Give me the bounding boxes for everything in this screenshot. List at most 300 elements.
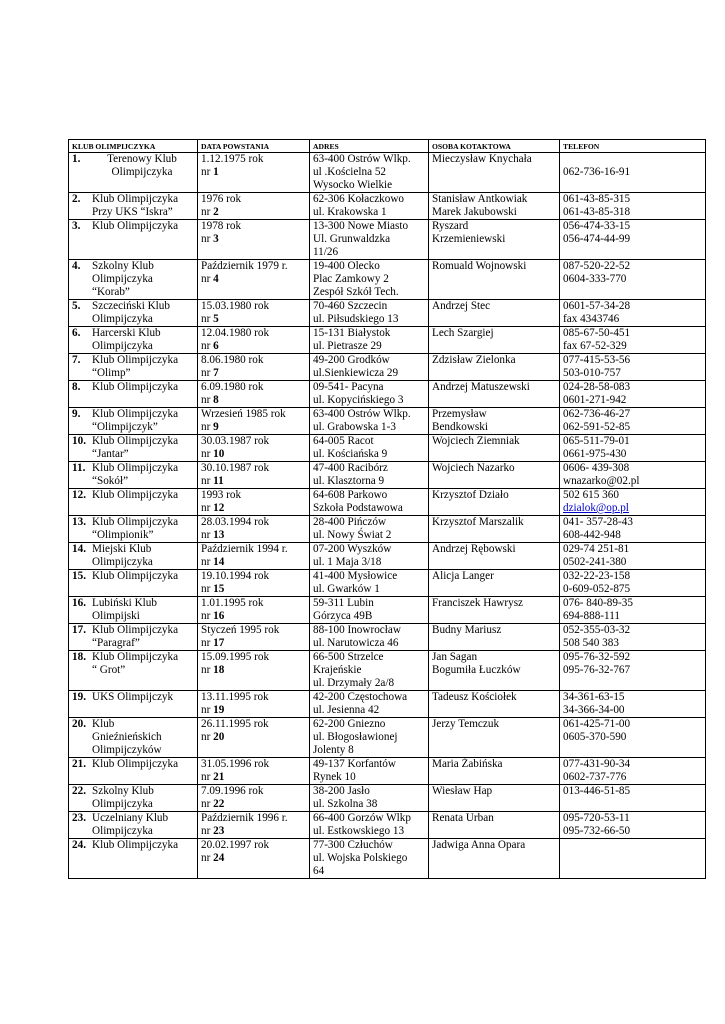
phone-number: 056-474-33-15 (563, 220, 631, 232)
address-line: ul. Narutowicza 46 (313, 637, 399, 649)
club-number-label: nr (201, 529, 211, 541)
address-line: ul. Klasztorna 9 (313, 475, 385, 487)
cell-address (310, 489, 429, 516)
club-name-line: Terenowy Klub (107, 153, 177, 165)
cell-address (310, 624, 429, 651)
contact-person: Stanisław Antkowiak (432, 193, 528, 205)
address-line: ul. Kopycińskiego 3 (313, 394, 404, 406)
email-link[interactable]: dzialok@op.pl (563, 502, 629, 514)
cell-contact (429, 462, 560, 489)
address-line: ul. Błogosławionej (313, 731, 398, 743)
contact-person: Alicja Langer (432, 570, 494, 582)
cell-date (198, 408, 310, 435)
club-number-value: 4 (213, 273, 219, 285)
cell-phone (560, 354, 706, 381)
cell-club (69, 785, 198, 812)
address-line: ul. Pietrasze 29 (313, 340, 382, 352)
cell-address (310, 260, 429, 300)
cell-date (198, 220, 310, 260)
cell-date (198, 543, 310, 570)
address-line: 62-306 Kołaczkowo (313, 193, 405, 205)
club-name (92, 543, 192, 569)
contact-person: Franciszek Hawrysz (432, 597, 524, 609)
address-line: 64-005 Racot (313, 435, 374, 447)
club-name (92, 516, 192, 542)
cell-phone (560, 435, 706, 462)
club-name-line: “Korab” (92, 286, 130, 298)
club-number-value: 3 (213, 233, 219, 245)
club-number-label: nr (201, 421, 211, 433)
phone-number: 508 540 383 (563, 637, 619, 649)
founding-date: 12.04.1980 rok (201, 327, 270, 339)
phone-number: 065-511-79-01 (563, 435, 630, 447)
cell-phone (560, 153, 706, 193)
club-number-value: 5 (213, 313, 219, 325)
phone-number: wnazarko@02.pl (563, 475, 640, 487)
cell-date (198, 327, 310, 354)
cell-contact (429, 489, 560, 516)
cell-address (310, 516, 429, 543)
founding-date: 20.02.1997 rok (201, 839, 270, 851)
founding-date: Październik 1996 r. (201, 812, 288, 824)
cell-contact (429, 624, 560, 651)
club-number-label: nr (201, 206, 211, 218)
cell-phone (560, 220, 706, 260)
row-number: 19. (72, 691, 86, 703)
club-name-line: Klub Olimpijczyka (92, 516, 179, 528)
club-name (92, 354, 192, 380)
phone-number: 095-720-53-11 (563, 812, 630, 824)
table-row (69, 570, 706, 597)
table-body (69, 153, 706, 879)
club-number-label: nr (201, 556, 211, 568)
cell-phone (560, 381, 706, 408)
contact-person: Bogumiła Łuczków (432, 664, 521, 676)
club-number-label: nr (201, 273, 211, 285)
table-row (69, 435, 706, 462)
club-number (201, 233, 307, 246)
address-line: Zespół Szkół Tech. (313, 286, 399, 298)
table-row (69, 516, 706, 543)
club-name-line: Olimpijczyka (92, 273, 153, 285)
cell-date (198, 516, 310, 543)
cell-address (310, 839, 429, 879)
founding-date: 13.11.1995 rok (201, 691, 269, 703)
cell-contact (429, 516, 560, 543)
cell-club (69, 812, 198, 839)
club-number-value: 20 (213, 731, 225, 743)
phone-number: 095-76-32-767 (563, 664, 631, 676)
address-line: 09-541- Pacyna (313, 381, 384, 393)
phone-number: 694-888-111 (563, 610, 620, 622)
row-number: 24. (72, 839, 86, 851)
club-number-value: 19 (213, 704, 225, 716)
row-number: 13. (72, 516, 86, 528)
club-name-line: Klub Olimpijczyka (92, 354, 179, 366)
address-line: Wysocko Wielkie (313, 179, 393, 191)
club-name-line: Olimpijczyka (92, 556, 153, 568)
address-line: 66-500 Strzelce (313, 651, 384, 663)
cell-address (310, 570, 429, 597)
cell-date (198, 839, 310, 879)
phone-number: 0606- 439-308 (563, 462, 630, 474)
cell-phone (560, 839, 706, 879)
phone-number: 056-474-44-99 (563, 233, 631, 245)
contact-person: Krzemieniewski (432, 233, 506, 245)
phone-number: 0605-370-590 (563, 731, 627, 743)
phone-number: 061-425-71-00 (563, 718, 631, 730)
cell-club (69, 651, 198, 691)
row-number: 18. (72, 651, 86, 663)
cell-club (69, 408, 198, 435)
address-line: ul. Grabowska 1-3 (313, 421, 396, 433)
founding-date: 15.09.1995 rok (201, 651, 270, 663)
cell-phone (560, 785, 706, 812)
club-number (201, 394, 307, 407)
address-line: ul. Szkolna 38 (313, 798, 378, 810)
row-number: 14. (72, 543, 86, 555)
cell-address (310, 300, 429, 327)
club-number-label: nr (201, 583, 211, 595)
phone-number: 34-361-63-15 (563, 691, 625, 703)
club-number-label: nr (201, 233, 211, 245)
address-line: Krajeńskie (313, 664, 362, 676)
founding-date: 30.03.1987 rok (201, 435, 270, 447)
cell-date (198, 489, 310, 516)
cell-address (310, 435, 429, 462)
address-line: Rynek 10 (313, 771, 356, 783)
table-row (69, 758, 706, 785)
club-number (201, 583, 307, 596)
founding-date: 1993 rok (201, 489, 242, 501)
cell-contact (429, 381, 560, 408)
address-line: ul. Nowy Świat 2 (313, 529, 392, 541)
table-row (69, 300, 706, 327)
cell-date (198, 435, 310, 462)
cell-contact (429, 718, 560, 758)
club-name (92, 193, 192, 219)
phone-number: 0-609-052-875 (563, 583, 631, 595)
cell-club (69, 489, 198, 516)
cell-address (310, 691, 429, 718)
club-number-label: nr (201, 367, 211, 379)
address-line: 42-200 Częstochowa (313, 691, 408, 703)
cell-phone (560, 812, 706, 839)
club-number (201, 529, 307, 542)
club-name-line: Lubiński Klub (92, 597, 157, 609)
cell-address (310, 153, 429, 193)
phone-number: 062-736-16-91 (563, 166, 631, 178)
club-name (92, 408, 192, 434)
contact-person: Wojciech Nazarko (432, 462, 515, 474)
cell-contact (429, 435, 560, 462)
contact-person: Krzysztof Marszalik (432, 516, 524, 528)
club-number (201, 340, 307, 353)
club-number (201, 448, 307, 461)
address-line: 47-400 Racibórz (313, 462, 388, 474)
club-name-line: “Olimpijczyk” (92, 421, 158, 433)
contact-person: Maria Żabińska (432, 758, 503, 770)
table-row (69, 462, 706, 489)
address-line: 70-460 Szczecin (313, 300, 388, 312)
contact-person: Przemysław (432, 408, 487, 420)
cell-phone (560, 543, 706, 570)
header-phone: TELEFON (560, 140, 706, 153)
club-name-line: Klub Olimpijczyka (92, 381, 179, 393)
table-row (69, 354, 706, 381)
cell-club (69, 543, 198, 570)
club-name (92, 691, 192, 704)
club-name-line: Olimpijczyka (111, 166, 173, 178)
clubs-table (68, 139, 706, 879)
table-row (69, 327, 706, 354)
club-name-line: Klub Olimpijczyka (92, 758, 179, 770)
phone-number: 34-366-34-00 (563, 704, 625, 716)
cell-phone (560, 597, 706, 624)
contact-person: Marek Jakubowski (432, 206, 517, 218)
row-number: 6. (72, 327, 81, 339)
row-number: 23. (72, 812, 86, 824)
club-number (201, 798, 307, 811)
cell-contact (429, 193, 560, 220)
club-name (92, 839, 192, 852)
club-name (92, 624, 192, 650)
cell-address (310, 597, 429, 624)
cell-date (198, 758, 310, 785)
cell-contact (429, 758, 560, 785)
cell-phone (560, 718, 706, 758)
address-line: Górzyca 49B (313, 610, 373, 622)
club-name-line: “Olimp” (92, 367, 131, 379)
address-line: 41-400 Mysłowice (313, 570, 398, 582)
cell-address (310, 354, 429, 381)
club-name (92, 435, 192, 461)
row-number: 8. (72, 381, 81, 393)
club-name (92, 785, 192, 811)
club-name-line: Klub Olimpijczyka (92, 193, 179, 205)
club-number-value: 13 (213, 529, 225, 541)
cell-phone (560, 462, 706, 489)
club-number (201, 852, 307, 865)
contact-person: Mieczysław Knychała (432, 153, 532, 165)
contact-person: Bendkowski (432, 421, 488, 433)
founding-date: 7.09.1996 rok (201, 785, 264, 797)
phone-number: fax 4343746 (563, 313, 620, 325)
club-name (92, 381, 192, 394)
club-number-value: 16 (213, 610, 225, 622)
club-name-line: Olimpijski (92, 610, 140, 622)
address-line: Ul. Grunwaldzka (313, 233, 391, 245)
document-page (68, 139, 698, 879)
contact-person: Wiesław Hap (432, 785, 493, 797)
row-number: 17. (72, 624, 86, 636)
club-number (201, 771, 307, 784)
cell-club (69, 718, 198, 758)
club-name (92, 220, 192, 233)
club-name-line: “Jantar” (92, 448, 129, 460)
address-line: ul. Drzymały 2a/8 (313, 677, 395, 689)
cell-date (198, 624, 310, 651)
table-row (69, 785, 706, 812)
founding-date: Styczeń 1995 rok (201, 624, 280, 636)
address-line: 63-400 Ostrów Wlkp. (313, 153, 411, 165)
cell-address (310, 718, 429, 758)
cell-address (310, 462, 429, 489)
address-line: 11/26 (313, 246, 339, 258)
table-row (69, 597, 706, 624)
table-header-row (69, 140, 706, 153)
cell-date (198, 193, 310, 220)
address-line: ul .Kościelna 52 (313, 166, 387, 178)
row-number: 9. (72, 408, 81, 420)
club-name (92, 597, 192, 623)
contact-person: Romuald Wojnowski (432, 260, 527, 272)
cell-contact (429, 812, 560, 839)
phone-number: 0661-975-430 (563, 448, 627, 460)
founding-date: 31.05.1996 rok (201, 758, 270, 770)
cell-date (198, 691, 310, 718)
club-name-line: “Olimpionik” (92, 529, 154, 541)
club-number-label: nr (201, 731, 211, 743)
club-number (201, 731, 307, 744)
club-name-line: Szkolny Klub (92, 785, 154, 797)
club-number-label: nr (201, 394, 211, 406)
contact-person: Andrzej Stec (432, 300, 491, 312)
address-line: Jolenty 8 (313, 744, 354, 756)
row-number: 15. (72, 570, 86, 582)
cell-contact (429, 354, 560, 381)
phone-number: 0502-241-380 (563, 556, 627, 568)
cell-phone (560, 300, 706, 327)
club-name-line: Klub Olimpijczyka (92, 220, 179, 232)
club-name (92, 651, 192, 677)
founding-date: 15.03.1980 rok (201, 300, 270, 312)
cell-address (310, 327, 429, 354)
phone-number: 062-736-46-27 (563, 408, 631, 420)
cell-address (310, 381, 429, 408)
cell-phone (560, 758, 706, 785)
phone-number: 024-28-58-083 (563, 381, 631, 393)
club-number-value: 23 (213, 825, 225, 837)
phone-number: 085-67-50-451 (563, 327, 631, 339)
club-number (201, 704, 307, 717)
row-number: 1. (72, 153, 81, 165)
cell-date (198, 381, 310, 408)
address-line: ul. Jesienna 42 (313, 704, 380, 716)
address-line: ul. Kościańska 9 (313, 448, 388, 460)
phone-number: 503-010-757 (563, 367, 621, 379)
cell-contact (429, 597, 560, 624)
club-number (201, 475, 307, 488)
cell-date (198, 812, 310, 839)
club-name (92, 489, 192, 502)
club-number-label: nr (201, 704, 211, 716)
address-line: ul. Gwarków 1 (313, 583, 380, 595)
club-number-value: 22 (213, 798, 225, 810)
founding-date: Wrzesień 1985 rok (201, 408, 286, 420)
row-number: 11. (72, 462, 86, 474)
club-number (201, 825, 307, 838)
founding-date: 1.01.1995 rok (201, 597, 264, 609)
header-club: KLUB OLIMPIJCZYKA (69, 140, 198, 153)
club-number (201, 273, 307, 286)
club-number-value: 17 (213, 637, 225, 649)
cell-club (69, 462, 198, 489)
cell-phone (560, 193, 706, 220)
row-number: 20. (72, 718, 86, 730)
cell-contact (429, 839, 560, 879)
row-number: 21. (72, 758, 86, 770)
cell-contact (429, 220, 560, 260)
club-number-value: 18 (213, 664, 225, 676)
cell-club (69, 839, 198, 879)
club-number-label: nr (201, 313, 211, 325)
contact-person: Jerzy Temczuk (432, 718, 500, 730)
cell-date (198, 300, 310, 327)
cell-club (69, 327, 198, 354)
table-row (69, 220, 706, 260)
club-name-line: Klub Olimpijczyka (92, 462, 179, 474)
cell-address (310, 220, 429, 260)
contact-person: Wojciech Ziemniak (432, 435, 520, 447)
founding-date: Październik 1979 r. (201, 260, 288, 272)
address-line: 13-300 Nowe Miasto (313, 220, 409, 232)
row-number: 22. (72, 785, 86, 797)
phone-number: 061-43-85-318 (563, 206, 631, 218)
table-row (69, 543, 706, 570)
founding-date: 1978 rok (201, 220, 242, 232)
cell-club (69, 516, 198, 543)
contact-person: Jadwiga Anna Opara (432, 839, 526, 851)
address-line: ul.Sienkiewicza 29 (313, 367, 399, 379)
club-number (201, 556, 307, 569)
cell-address (310, 785, 429, 812)
club-number-value: 11 (213, 475, 224, 487)
cell-contact (429, 260, 560, 300)
club-name-line: Miejski Klub (92, 543, 152, 555)
club-name-line: Klub Olimpijczyka (92, 435, 179, 447)
contact-person: Renata Urban (432, 812, 494, 824)
phone-number: 061-43-85-315 (563, 193, 631, 205)
table-row (69, 691, 706, 718)
address-line: ul. Krakowska 1 (313, 206, 387, 218)
phone-number: 029-74 251-81 (563, 543, 630, 555)
table-row (69, 839, 706, 879)
row-number: 7. (72, 354, 81, 366)
cell-club (69, 597, 198, 624)
club-number (201, 502, 307, 515)
table-row (69, 624, 706, 651)
cell-date (198, 785, 310, 812)
phone-number: 062-591-52-85 (563, 421, 631, 433)
club-number-label: nr (201, 637, 211, 649)
club-number-label: nr (201, 475, 211, 487)
phone-number: 077-415-53-56 (563, 354, 631, 366)
cell-contact (429, 300, 560, 327)
cell-club (69, 220, 198, 260)
club-name-line: Olimpijczyka (92, 798, 153, 810)
contact-person: Andrzej Rębowski (432, 543, 516, 555)
cell-date (198, 718, 310, 758)
table-row (69, 812, 706, 839)
cell-contact (429, 570, 560, 597)
row-number: 5. (72, 300, 81, 312)
club-name (92, 260, 192, 299)
club-name-line: “Sokół” (92, 475, 129, 487)
address-line: 62-200 Gniezno (313, 718, 386, 730)
cell-club (69, 193, 198, 220)
club-name-line: Klub Olimpijczyka (92, 839, 179, 851)
